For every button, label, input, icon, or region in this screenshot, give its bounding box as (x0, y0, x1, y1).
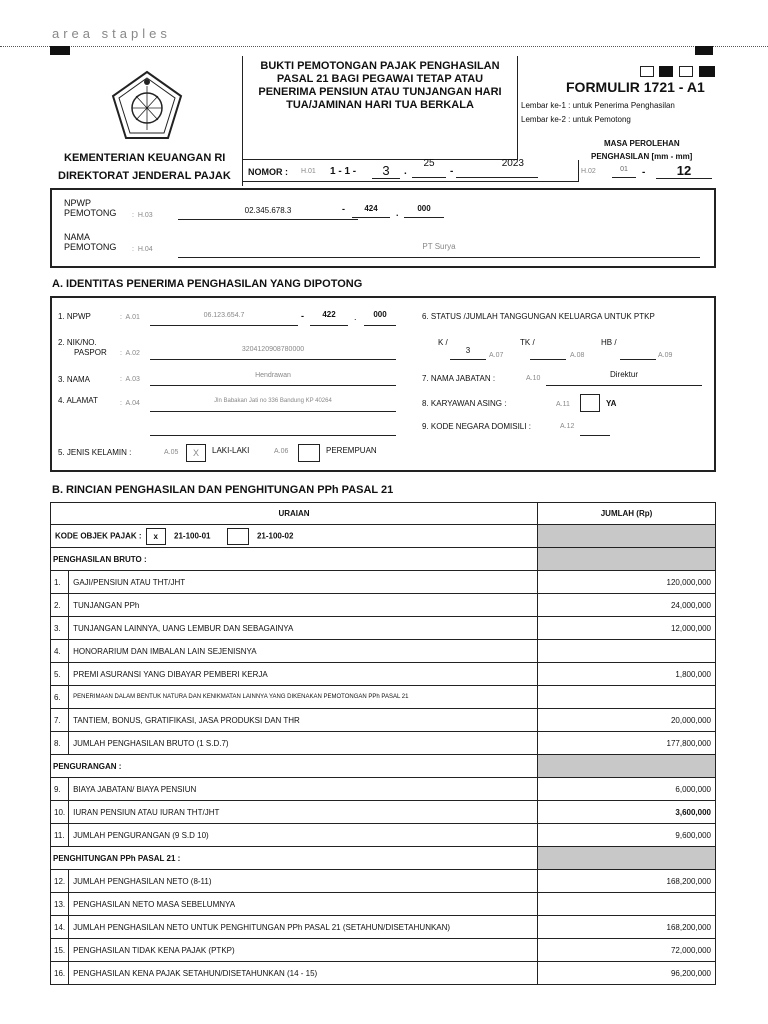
npwp-pemotong-kpp[interactable]: 424 (352, 204, 390, 218)
bruto-header-row-label: PENGHASILAN BRUTO : (51, 548, 538, 571)
a-alamat-field[interactable]: Jln Babakan Jati no 336 Bandung KP 40264 (150, 398, 396, 412)
row-amount[interactable]: 9,600,000 (538, 824, 716, 847)
row-amount[interactable]: 20,000,000 (538, 709, 716, 732)
npwp-pemotong-field[interactable]: 02.345.678.3 (178, 206, 358, 220)
header-title-cell (243, 56, 518, 160)
table-row (51, 778, 716, 801)
row-label: TUNJANGAN PPh (69, 594, 538, 617)
table-row (51, 870, 716, 893)
nomor-prefix: 1 - 1 - (330, 166, 357, 177)
row-number: 15. (51, 939, 69, 962)
a-jk-code-2: A.06 (274, 448, 289, 455)
row-label: PENGHASILAN TIDAK KENA PAJAK (PTKP) (69, 939, 538, 962)
table-row (51, 709, 716, 732)
row-amount[interactable] (538, 640, 716, 663)
row-label: BIAYA JABATAN/ BIAYA PENSIUN (69, 778, 538, 801)
kode-2-label: 21-100-02 (256, 531, 294, 541)
table-row (51, 686, 716, 709)
col-jumlah-header: JUMLAH (Rp) (538, 503, 716, 525)
a-tk-code: A.08 (570, 352, 585, 359)
a-jk-perempuan-label: PEREMPUAN (326, 446, 377, 455)
row-label: JUMLAH PENGHASILAN BRUTO (1 S.D.7) (69, 732, 538, 755)
masa-from-field[interactable]: 01 (612, 166, 636, 178)
row-label: TUNJANGAN LAINNYA, UANG LEMBUR DAN SEBAGAINYA (69, 617, 538, 640)
a-npwp-field[interactable]: 06.123.654.7 (150, 312, 298, 326)
row-amount[interactable]: 96,200,000 (538, 962, 716, 985)
pengurangan-header-row-amount (538, 755, 716, 778)
nomor-dot: . (404, 166, 407, 177)
nomor-code: H.01 (301, 168, 316, 175)
row-number: 13. (51, 893, 69, 916)
table-row (51, 571, 716, 594)
row-amount[interactable]: 72,000,000 (538, 939, 716, 962)
a-k-field[interactable]: 3 (450, 346, 486, 360)
npwp-dash: - (342, 204, 345, 214)
row-amount[interactable]: 24,000,000 (538, 594, 716, 617)
ministry-name: KEMENTERIAN KEUANGAN RI (64, 152, 226, 164)
table-row (51, 663, 716, 686)
a-status-label: 6. STATUS /JUMLAH TANGGUNGAN KELUARGA UNTUK PTKP (422, 312, 655, 321)
row-label: PENGHASILAN NETO MASA SEBELUMNYA (69, 893, 538, 916)
row-number: 5. (51, 663, 69, 686)
a-asing-option: YA (606, 399, 617, 408)
corner-mark-right (695, 46, 713, 55)
row-amount[interactable]: 6,000,000 (538, 778, 716, 801)
a-jk-laki-label: LAKI-LAKI (212, 446, 250, 455)
row-number: 16. (51, 962, 69, 985)
a-tk-field[interactable] (530, 346, 566, 360)
a-nama-field[interactable]: Hendrawan (150, 372, 396, 386)
row-number: 9. (51, 778, 69, 801)
section-a-title: A. IDENTITAS PENERIMA PENGHASILAN YANG DIPOTONG (52, 278, 363, 290)
a-alamat-field-2[interactable] (150, 422, 396, 436)
masa-label-1: MASA PEROLEHAN (604, 139, 680, 148)
penghitungan-header-row-label: PENGHITUNGAN PPh PASAL 21 : (51, 847, 538, 870)
row-number: 11. (51, 824, 69, 847)
pengurangan-header-row-label: PENGURANGAN : (51, 755, 538, 778)
a-alamat-code: : A.04 (120, 400, 140, 407)
rincian-table (50, 502, 716, 985)
section-a-box (50, 296, 716, 472)
bruto-header-row (51, 548, 716, 571)
masa-code: H.02 (581, 168, 596, 175)
masa-label-2: PENGHASILAN [mm - mm] (591, 152, 693, 161)
row-number: 12. (51, 870, 69, 893)
a-npwp-kpp[interactable]: 422 (310, 310, 348, 326)
a-npwp-cabang[interactable]: 000 (364, 310, 396, 326)
table-row (51, 893, 716, 916)
form-id-boxes (640, 66, 716, 78)
row-label: TANTIEM, BONUS, GRATIFIKASI, JASA PRODUKSI DAN THR (69, 709, 538, 732)
a-hb-code: A.09 (658, 352, 673, 359)
a-asing-checkbox[interactable] (580, 394, 600, 412)
a-npwp-dot: . (354, 312, 357, 322)
row-number: 14. (51, 916, 69, 939)
npwp-pemotong-code: : H.03 (132, 212, 153, 219)
a-jk-laki-checkbox[interactable]: X (186, 444, 206, 462)
row-label: HONORARIUM DAN IMBALAN LAIN SEJENISNYA (69, 640, 538, 663)
kode-1-checkbox[interactable]: x (146, 528, 166, 545)
kode-1-label: 21-100-01 (174, 531, 211, 541)
nomor-label: NOMOR : (248, 167, 288, 177)
a-alamat-label: 4. ALAMAT (58, 396, 98, 405)
penghitungan-header-row-amount (538, 847, 716, 870)
row-label: PENGHASILAN KENA PAJAK SETAHUN/DISETAHUNKAN (14 - 15) (69, 962, 538, 985)
row-label: JUMLAH PENGURANGAN (9 S.D 10) (69, 824, 538, 847)
row-amount[interactable] (538, 686, 716, 709)
a-nama-label: 3. NAMA (58, 375, 91, 384)
a-jabatan-label: 7. NAMA JABATAN : (422, 374, 496, 383)
row-label: PREMI ASURANSI YANG DIBAYAR PEMBERI KERJA (69, 663, 538, 686)
a-nik-code: : A.02 (120, 350, 140, 357)
a-tk-label: TK / (520, 338, 535, 347)
a-npwp-dash: - (301, 311, 304, 321)
table-row (51, 962, 716, 985)
kode-objek-cell (51, 525, 538, 548)
table-row (51, 824, 716, 847)
corner-mark-left (50, 46, 70, 55)
row-amount[interactable]: 177,800,000 (538, 732, 716, 755)
a-jk-code-1: A.05 (164, 449, 179, 456)
row-number: 4. (51, 640, 69, 663)
header-logo-cell (50, 56, 243, 186)
row-number: 8. (51, 732, 69, 755)
nomor-seq-field[interactable]: 25 (412, 158, 446, 178)
a-nama-code: : A.03 (120, 376, 140, 383)
nomor-divider (243, 181, 578, 182)
row-label: PENERIMAAN DALAM BENTUK NATURA DAN KENIKMATAN LAINNYA YANG DIKENAKAN PEMOTONGAN PPh PASAL 21 (69, 686, 538, 709)
row-label: JUMLAH PENGHASILAN NETO (8-11) (69, 870, 538, 893)
row-label: JUMLAH PENGHASILAN NETO UNTUK PENGHITUNGAN PPh PASAL 21 (SETAHUN/DISETAHUNKAN) (69, 916, 538, 939)
kode-objek-row (51, 525, 716, 548)
table-row (51, 801, 716, 824)
a-jabatan-code: A.10 (526, 375, 541, 382)
table-header-row (51, 503, 716, 525)
lembar-2: Lembar ke-2 : untuk Pemotong (521, 115, 631, 124)
row-label: GAJI/PENSIUN ATAU THT/JHT (69, 571, 538, 594)
nama-pemotong-field[interactable]: PT Surya (178, 242, 700, 258)
form-title: BUKTI PEMOTONGAN PAJAK PENGHASILAN PASAL 21 BAGI PEGAWAI TETAP ATAU PENERIMA PENSIUN ATAU TUNJANGAN HARI TUA/JAMINAN HARI TUA BERKALA (258, 60, 502, 111)
row-number: 1. (51, 571, 69, 594)
a-jabatan-field[interactable]: Direktur (546, 370, 702, 386)
form-name: FORMULIR 1721 - A1 (566, 79, 705, 95)
row-number: 2. (51, 594, 69, 617)
row-amount[interactable]: 120,000,000 (538, 571, 716, 594)
a-jk-perempuan-checkbox[interactable] (298, 444, 320, 462)
nomor-year-field[interactable]: 2023 (456, 158, 538, 178)
nomor-month-field[interactable]: 3 (372, 163, 400, 179)
a-k-label: K / (438, 338, 448, 347)
a-negara-label: 9. KODE NEGARA DOMISILI : (422, 422, 531, 431)
a-negara-field[interactable] (580, 422, 610, 436)
bruto-header-row-amount (538, 548, 716, 571)
row-number: 10. (51, 801, 69, 824)
kode-objek-amount (538, 525, 716, 548)
npwp-pemotong-cabang[interactable]: 000 (404, 204, 444, 218)
col-uraian-header: URAIAN (51, 503, 538, 525)
penghitungan-header-row (51, 847, 716, 870)
a-nik-field[interactable]: 3204120908780000 (150, 346, 396, 360)
row-amount[interactable] (538, 893, 716, 916)
section-b-title: B. RINCIAN PENGHASILAN DAN PENGHITUNGAN PPh PASAL 21 (52, 484, 394, 496)
table-row (51, 594, 716, 617)
a-asing-label: 8. KARYAWAN ASING : (422, 399, 507, 408)
nama-pemotong-code: : H.04 (132, 246, 153, 253)
nomor-dash: - (450, 166, 454, 177)
pengurangan-header-row (51, 755, 716, 778)
table-row (51, 939, 716, 962)
lembar-1: Lembar ke-1 : untuk Penerima Penghasilan (521, 101, 675, 110)
table-row (51, 732, 716, 755)
row-number: 6. (51, 686, 69, 709)
a-npwp-label: 1. NPWP (58, 312, 91, 321)
masa-divider (578, 160, 579, 182)
row-amount[interactable]: 3,600,000 (538, 801, 716, 824)
row-amount[interactable]: 168,200,000 (538, 870, 716, 893)
masa-to-field[interactable]: 12 (656, 163, 712, 179)
row-amount[interactable]: 12,000,000 (538, 617, 716, 640)
kode-objek-label: KODE OBJEK PAJAK : (55, 531, 142, 541)
table-row (51, 916, 716, 939)
a-hb-label: HB / (601, 338, 617, 347)
row-amount[interactable]: 168,200,000 (538, 916, 716, 939)
masa-dash: - (642, 167, 646, 178)
a-negara-code: A.12 (560, 423, 575, 430)
a-nik-label: 2. NIK/NO. PASPOR (58, 338, 107, 357)
a-asing-code: A.11 (556, 401, 570, 408)
row-amount[interactable]: 1,800,000 (538, 663, 716, 686)
npwp-dot: . (396, 208, 399, 218)
a-k-code: A.07 (489, 352, 504, 359)
pemotong-box (50, 188, 716, 268)
npwp-pemotong-label: NPWP PEMOTONG (64, 198, 117, 218)
directorate-name: DIREKTORAT JENDERAL PAJAK (58, 170, 231, 182)
top-dotted-line (0, 46, 768, 47)
table-row (51, 640, 716, 663)
row-number: 7. (51, 709, 69, 732)
a-hb-field[interactable] (620, 346, 656, 360)
table-row (51, 617, 716, 640)
row-number: 3. (51, 617, 69, 640)
a-jk-label: 5. JENIS KELAMIN : (58, 448, 132, 457)
row-label: IURAN PENSIUN ATAU IURAN THT/JHT (69, 801, 538, 824)
a-npwp-code: : A.01 (120, 314, 140, 321)
nama-pemotong-label: NAMA PEMOTONG (64, 232, 117, 252)
kode-2-checkbox[interactable] (227, 528, 249, 545)
kemenkeu-emblem-icon (108, 68, 186, 144)
watermark-text: area staples (52, 26, 171, 41)
